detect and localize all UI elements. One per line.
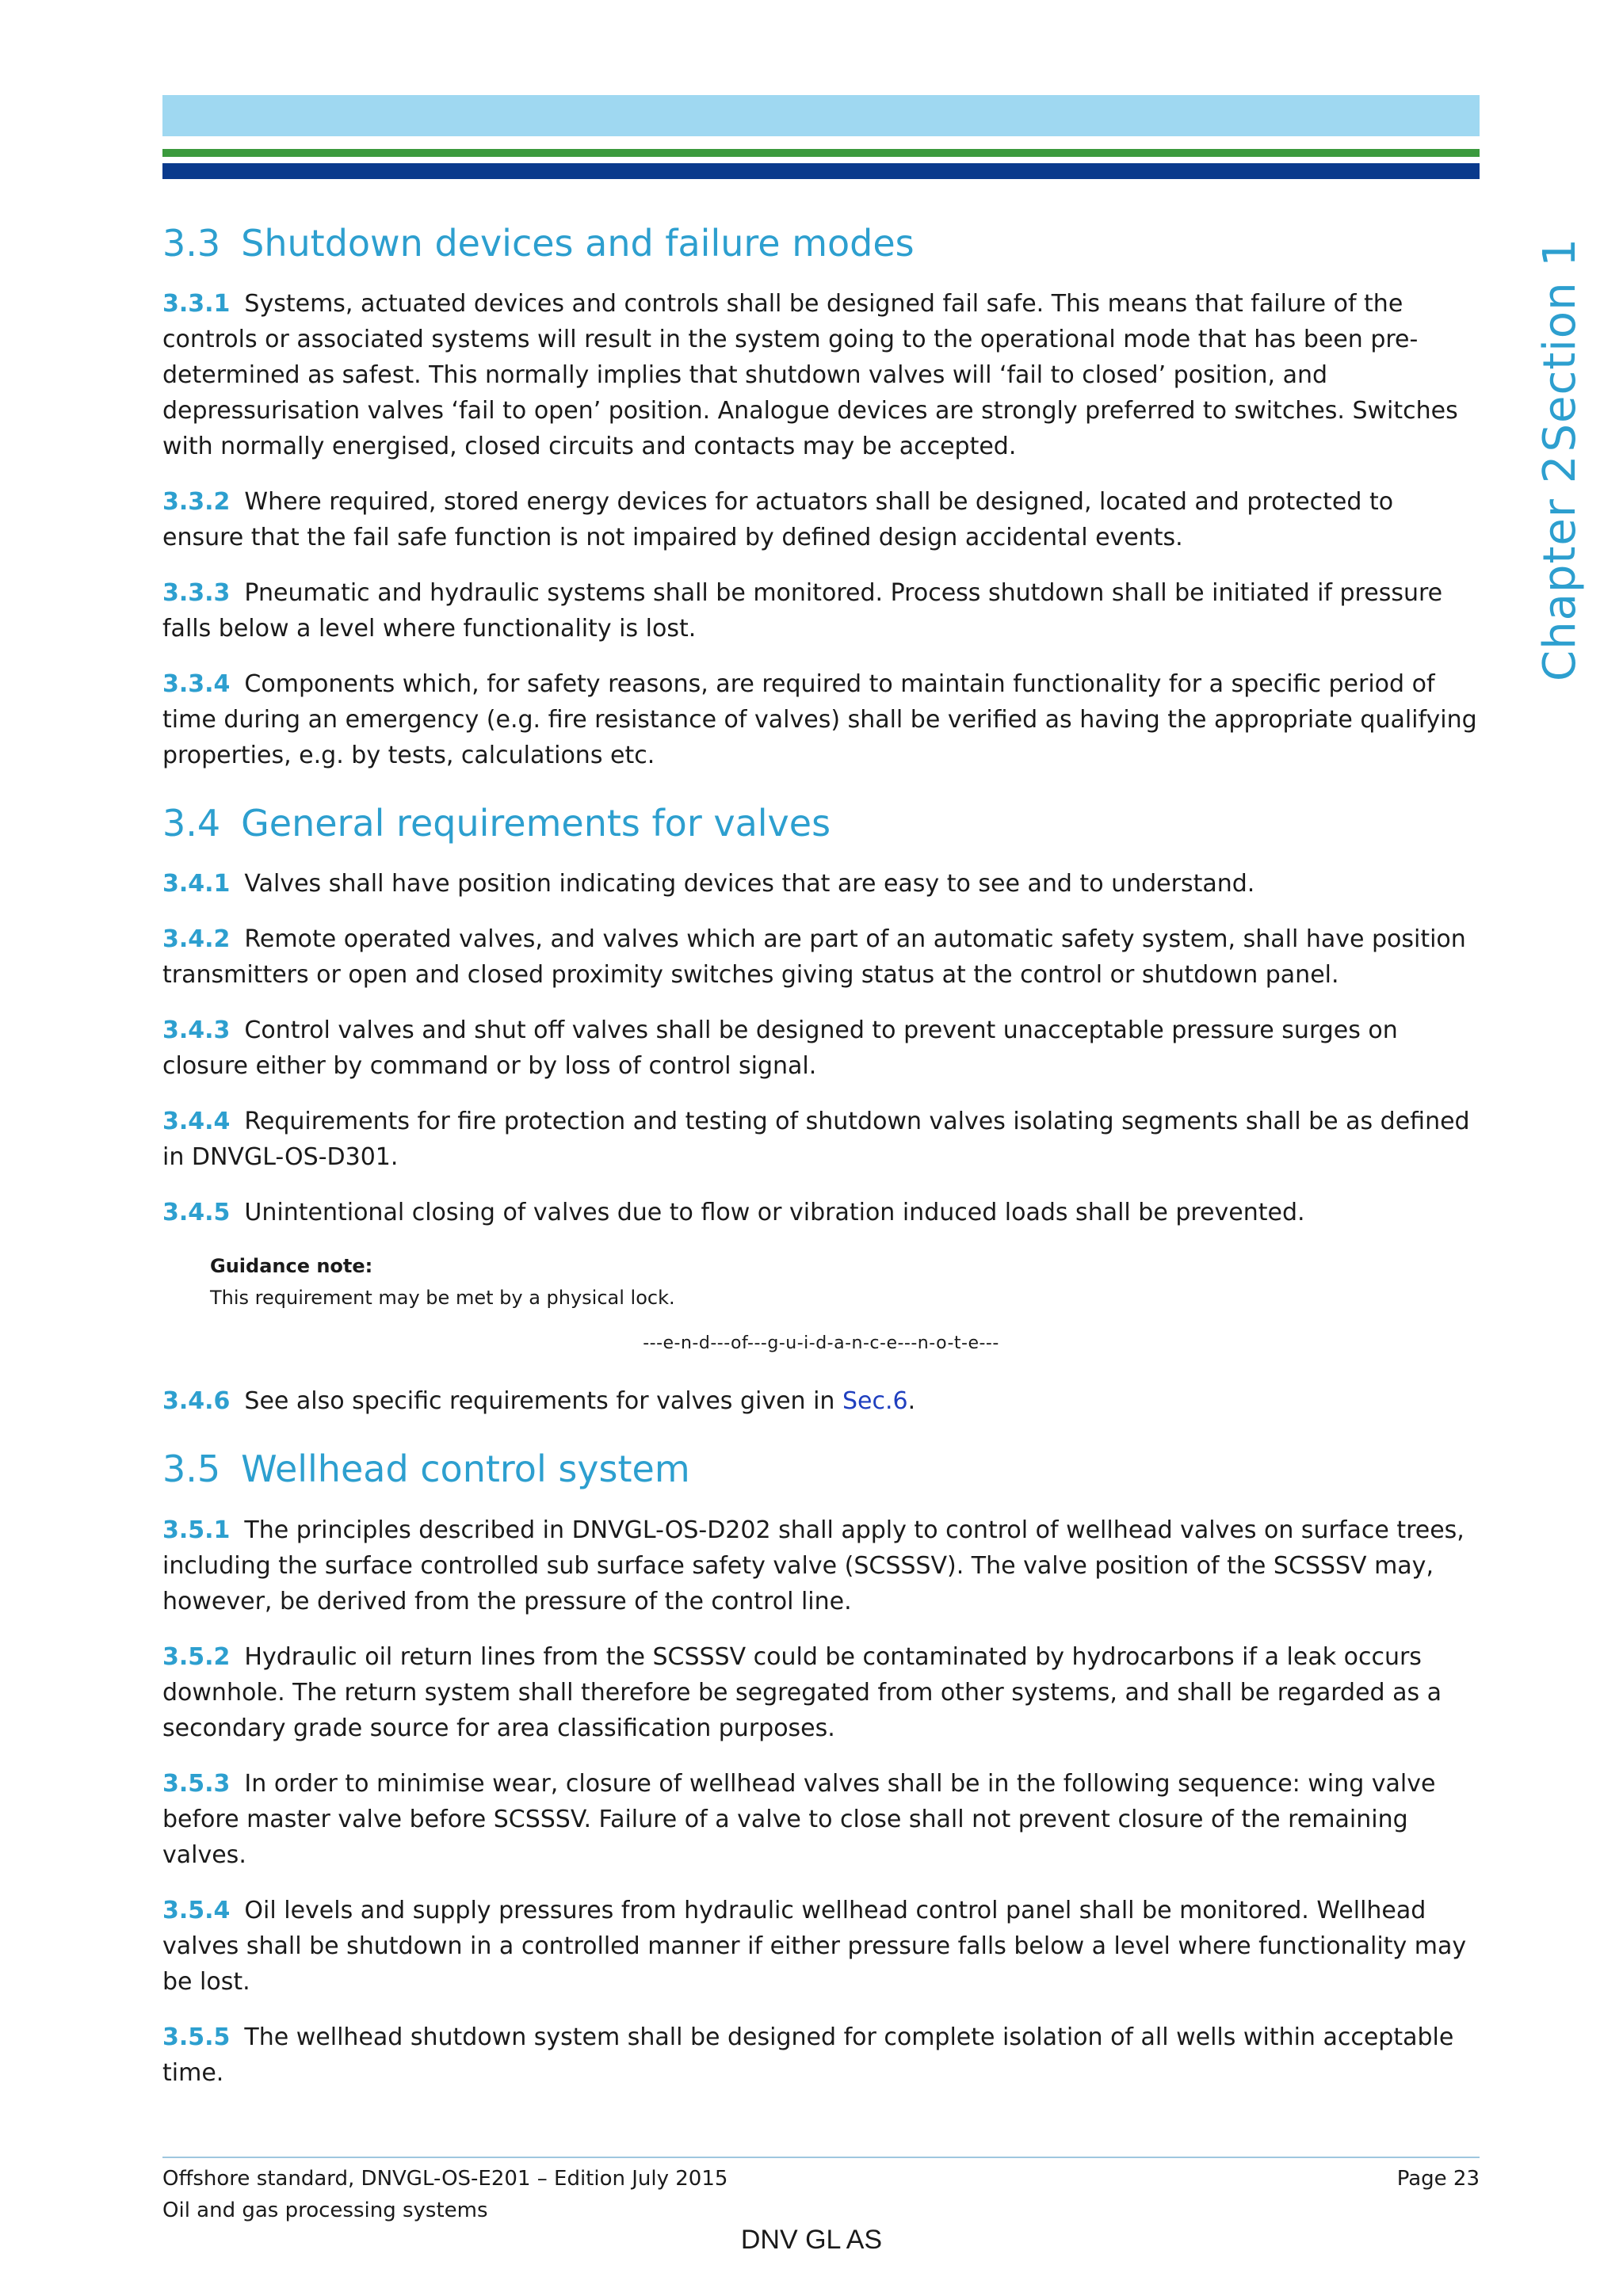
guidance-note xyxy=(210,1250,1480,1360)
paragraph: 3.4.2 Remote operated valves, and valves which are part of an automatic safety system, shall have position transmitters or open and closed proximity switches giving status at the control or shutdown panel. xyxy=(162,925,1466,990)
paragraph-number: 3.3.2 xyxy=(162,488,231,517)
guidance-note-text: This requirement may be met by a physical lock. xyxy=(210,1287,675,1310)
document-body xyxy=(162,222,1480,2119)
paragraph: 3.3.3 Pneumatic and hydraulic systems shall be monitored. Process shutdown shall be initiated if pressure falls below a level where functionality is lost. xyxy=(162,579,1443,643)
paragraph: 3.4.4 Requirements for fire protection and testing of shutdown valves isolating segments shall be as defined in DNVGL-OS-D301. xyxy=(162,1108,1470,1172)
paragraph-number: 3.5.4 xyxy=(162,1896,231,1924)
paragraph: 3.5.3 In order to minimise wear, closure of wellhead valves shall be in the following sequence: wing valve before master valve before SCSSSV. Failure of a valve to close shall not prevent closure of the remaining valves. xyxy=(162,1769,1436,1869)
section-heading: 3.3 Shutdown devices and failure modes xyxy=(162,222,915,265)
footer-title: Oil and gas processing systems xyxy=(162,2199,488,2222)
paragraph: 3.5.1 The principles described in DNVGL-OS-D202 shall apply to control of wellhead valves on surface trees, including the surface controlled sub surface safety valve (SCSSSV). The valve position of the SCSSSV may, however, be derived from the pressure of the control line. xyxy=(162,1516,1465,1615)
paragraph-number: 3.3.3 xyxy=(162,579,231,608)
paragraph-number: 3.5.1 xyxy=(162,1516,231,1544)
paragraph-number: 3.4.3 xyxy=(162,1016,231,1045)
company-name: DNV GL AS xyxy=(740,2225,883,2255)
chapter-label: Chapter 2 xyxy=(1533,454,1586,681)
paragraph: 3.5.4 Oil levels and supply pressures from hydraulic wellhead control panel shall be monitored. Wellhead valves shall be shutdown in a controlled manner if either pressure falls below a level where functionality may be lost. xyxy=(162,1896,1467,1996)
header-band-light xyxy=(162,95,1480,136)
paragraph-number: 3.5.3 xyxy=(162,1769,231,1798)
header-band-green xyxy=(162,149,1480,157)
footer-divider xyxy=(162,2157,1480,2158)
section-3-4 xyxy=(162,802,1480,1419)
paragraph: 3.4.6 See also specific requirements for valves given in Sec.6. xyxy=(162,1387,916,1416)
section-label: Section 1 xyxy=(1533,238,1586,452)
paragraph: 3.3.4 Components which, for safety reasons, are required to maintain functionality for a specific period of time during an emergency (e.g. fire resistance of valves) shall be verified as having the appropriate qualifying properties, e.g. by tests, calculations etc. xyxy=(162,670,1477,770)
paragraph-number: 3.4.2 xyxy=(162,925,231,954)
sec-6-link[interactable]: Sec.6 xyxy=(842,1387,908,1416)
paragraph: 3.5.5 The wellhead shutdown system shall be designed for complete isolation of all wells within acceptable time. xyxy=(162,2023,1454,2087)
page-number: Page 23 xyxy=(1396,2167,1480,2191)
guidance-note-end: ---e-n-d---of---g-u-i-d-a-n-c-e---n-o-t-e--- xyxy=(643,1333,999,1354)
paragraph-number: 3.4.5 xyxy=(162,1199,231,1227)
chapter-section-side-label xyxy=(1528,238,1591,681)
paragraph: 3.4.1 Valves shall have position indicating devices that are easy to see and to understand. xyxy=(162,870,1255,898)
section-heading: 3.4 General requirements for valves xyxy=(162,802,831,845)
footer-doc-info xyxy=(162,2163,727,2226)
header-band-blue xyxy=(162,163,1480,179)
paragraph: 3.3.1 Systems, actuated devices and controls shall be designed fail safe. This means that failure of the controls or associated systems will result in the system going to the operational mode that has been pre-determined as safest. This normally implies that shutdown valves will ‘fail to closed’ position, and depressurisation valves ‘fail to open’ position. Analogue devices are strongly preferred to switches. Switches with normally energised, closed circuits and contacts may be accepted. xyxy=(162,290,1458,461)
paragraph-number: 3.3.4 xyxy=(162,670,231,699)
paragraph: 3.4.5 Unintentional closing of valves due to flow or vibration induced loads shall be prevented. xyxy=(162,1199,1305,1227)
paragraph-number: 3.3.1 xyxy=(162,290,231,318)
paragraph-number: 3.5.5 xyxy=(162,2023,231,2051)
paragraph-number: 3.4.4 xyxy=(162,1108,231,1136)
paragraph-number: 3.4.1 xyxy=(162,870,231,898)
paragraph: 3.4.3 Control valves and shut off valves shall be designed to prevent unacceptable pressure surges on closure either by command or by loss of control signal. xyxy=(162,1016,1398,1081)
guidance-note-title: Guidance note: xyxy=(210,1255,373,1278)
paragraph-number: 3.5.2 xyxy=(162,1642,231,1671)
paragraph: 3.3.2 Where required, stored energy devices for actuators shall be designed, located and protected to ensure that the fail safe function is not impaired by defined design accidental events. xyxy=(162,488,1394,552)
footer-standard: Offshore standard, DNVGL-OS-E201 – Edition July 2015 xyxy=(162,2167,728,2191)
section-3-5 xyxy=(162,1447,1480,2090)
section-3-3 xyxy=(162,222,1480,773)
paragraph: 3.5.2 Hydraulic oil return lines from the SCSSSV could be contaminated by hydrocarbons if a leak occurs downhole. The return system shall therefore be segregated from other systems, and shall be regarded as a secondary grade source for area classification purposes. xyxy=(162,1642,1442,1742)
paragraph-number: 3.4.6 xyxy=(162,1387,231,1416)
section-heading: 3.5 Wellhead control system xyxy=(162,1447,690,1491)
